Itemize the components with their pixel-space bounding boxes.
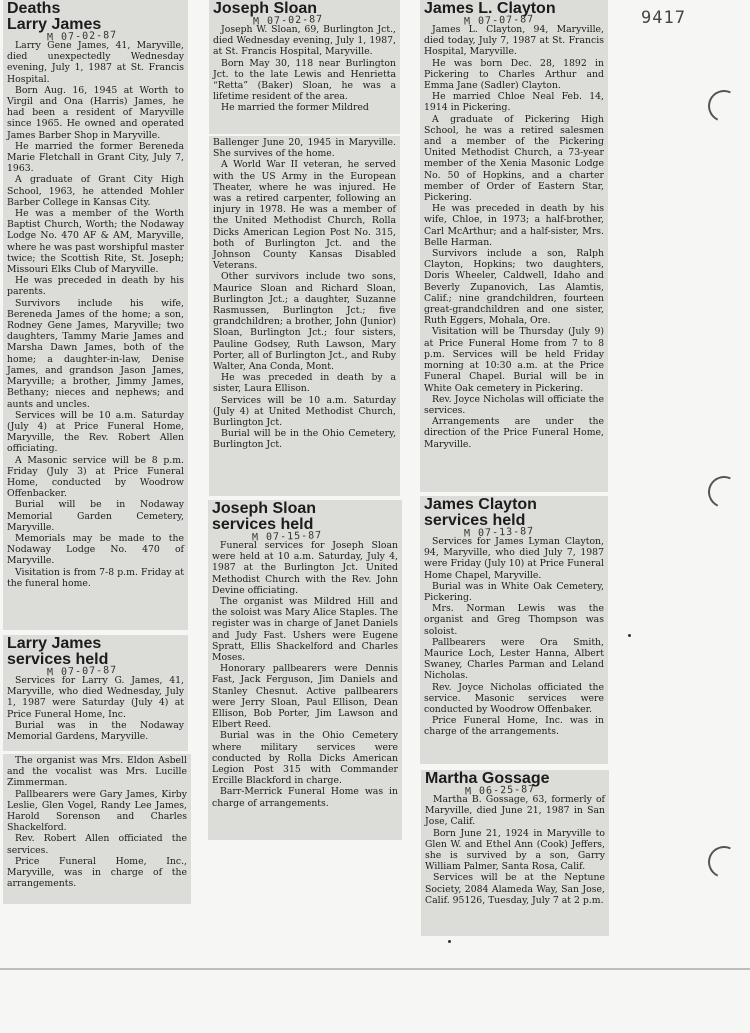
- paragraph: Funeral services for Joseph Sloan were held at 10 a.m. Saturday, July 4, 1987 at the Burlington Jct. United Methodist Church with the Rev. John Devine officiating.: [212, 540, 398, 596]
- paragraph: Survivors include a son, Ralph Clayton, Hopkins; two daughters, Doris Wheeler, Caldwell, Idaho and Beverly Zupanovich, Las Alamtis, Calif.; nine grandchildren, fourteen great-grandchildren and one sister, Ruth Eggers, Mohala, Ore.: [424, 248, 604, 327]
- obituary-title: Joseph Sloan services held: [212, 500, 317, 533]
- paragraph: He married the former Bereneda Marie Fletchall in Grant City, July 7, 1963.: [7, 140, 184, 175]
- paragraph: Services will be 10 a.m. Saturday (July 4) at Price Funeral Home, Maryville, the Rev. Robert Allen officiating.: [7, 409, 184, 455]
- paragraph: Survivors include his wife, Bereneda James of the home; a son, Rodney Gene James, Maryville; two daughters, Tammy Marie James and Marsha Dawn James, both of the home; a daughter-in-law, Denise James, and grandson Jason James, Maryville; a brother, Jimmy James, Bethany; nieces and nephews; and aunts and uncles.: [7, 297, 184, 410]
- handwritten-date: M 07-02-87: [46, 29, 118, 44]
- handwritten-date: M 07-02-87: [252, 14, 324, 28]
- paragraph: Larry Gene James, 41, Maryville, died unexpectedly Wednesday evening, July 1, 1987 at St. Francis Hospital.: [7, 40, 184, 85]
- paragraph: A graduate of Pickering High School, he was a retired salesmen and a member of the Pickering United Methodist Church, a 73-year member of the Xenia Masonic Lodge No. 50 of Hopkins, and a charter member of Order of Eastern Star, Pickering.: [424, 113, 604, 204]
- paragraph: The organist was Mildred Hill and the soloist was Mary Alice Staples. The register was in charge of Janet Daniels and Judy Fast. Ushers were Eugene Spratt, Ellis Shackelford and Charles Moses.: [212, 596, 398, 664]
- paragraph: Services for Larry G. James, 41, Maryville, who died Wednesday, July 1, 1987 were Saturday (July 4) at Price Funeral Home, Inc.: [7, 675, 184, 720]
- paragraph: A Masonic service will be 8 p.m. Friday (July 3) at Price Funeral Home, conducted by Woodrow Offenbacker.: [7, 454, 184, 500]
- paragraph: A World War II veteran, he served with the US Army in the European Theater, where he was injured. He was a retired carpenter, following an injury in 1978. He was a member of the United Methodist Church, Rolla Dicks American Legion Post No. 315, both of Burlington Jct. and the Johnson County Kansas Disabled Veterans.: [213, 159, 396, 272]
- paragraph: He was preceded in death by his parents.: [7, 275, 184, 298]
- paragraph: Burial was in White Oak Cemetery, Pickering.: [424, 580, 604, 604]
- binder-hole-icon: [703, 841, 744, 882]
- binder-hole-icon: [703, 85, 744, 126]
- obituary-title: Martha Gossage: [425, 770, 550, 787]
- speck: [628, 634, 631, 637]
- paragraph: Born June 21, 1924 in Maryville to Glen W. and Ethel Ann (Cook) Jeffers, she is survived by a son, Garry William Palmer, Santa Rosa, Calif.: [425, 827, 605, 873]
- paragraph: A graduate of Grant City High School, 1963, he attended Mohler Barber College in Kansas City.: [7, 174, 184, 208]
- paragraph: Rev. Joyce Nicholas will officiate the services.: [424, 393, 604, 416]
- paragraph: Joseph W. Sloan, 69, Burlington Jct., died Wednesday evening, July 1, 1987, at St. Francis Hospital, Maryville.: [213, 24, 396, 58]
- binder-hole-icon: [703, 471, 744, 512]
- speck: [448, 940, 451, 943]
- paragraph: James L. Clayton, 94, Maryville, died today, July 7, 1987 at St. Francis Hospital, Maryville.: [424, 24, 604, 58]
- clipping-larry-james-services: [3, 635, 188, 751]
- paragraph: Burial was in the Nodaway Memorial Gardens, Maryville.: [7, 719, 184, 743]
- obituary-title: Joseph Sloan: [213, 0, 318, 17]
- paragraph: Rev. Robert Allen officiated the services.: [7, 833, 187, 856]
- paragraph: He was born Dec. 28, 1892 in Pickering to Charles Arthur and Emma Jane (Sadler) Clayton.: [424, 57, 604, 92]
- obituary-title: James Clayton services held: [424, 496, 537, 529]
- paragraph: Mrs. Norman Lewis was the organist and Greg Thompson was soloist.: [424, 603, 604, 637]
- section-header: Deaths: [7, 0, 61, 17]
- paragraph: He was preceded in death by his wife, Chloe, in 1973; a half-brother, Carl McArthur; and a half-sister, Mrs. Belle Harman.: [424, 203, 604, 248]
- paragraph: Born Aug. 16, 1945 at Worth to Virgil and Ona (Harris) James, he had been a resident of Maryville since 1965. He owned and operated James Barber Shop in Maryville.: [7, 84, 184, 141]
- obituary-title: Larry James services held: [7, 635, 109, 668]
- paragraph: He married Chloe Neal Feb. 14, 1914 in Pickering.: [424, 91, 604, 114]
- paragraph: Services will be at the Neptune Society, 2084 Alameda Way, San Jose, Calif. 95126, Tuesday, July 7 at 2 p.m.: [425, 872, 605, 906]
- paragraph: Arrangements are under the direction of the Price Funeral Home, Maryville.: [424, 416, 604, 450]
- paragraph: Services for James Lyman Clayton, 94, Maryville, who died July 7, 1987 were Friday (July 10) at Price Funeral Home Chapel, Maryville.: [424, 536, 604, 581]
- clipping-larry-james: [3, 0, 188, 630]
- paragraph: Martha B. Gossage, 63, formerly of Maryville, died June 21, 1987 in San Jose, Calif.: [425, 794, 605, 828]
- paragraph: Honorary pallbearers were Dennis Fast, Jack Ferguson, Jim Daniels and Stanley Chesnut. Active pallbearers were Jerry Sloan, Paul Ellison, Dean Ellison, Bob Porter, Jim Lawson and Elbert Reed.: [212, 663, 398, 731]
- clipping-james-clayton-services: [420, 496, 608, 764]
- paragraph: Other survivors include two sons, Maurice Sloan and Richard Sloan, Burlington Jct.; a daughter, Suzanne Rasmussen, Burlington Jct.; five grandchildren; a brother, John (Junior) Sloan, Burlington Jct.; four sisters, Pauline Godsey, Ruth Lawson, Mary Porter, all of Burlington Jct., and Ruby Walter, Ana Conda, Mont.: [213, 271, 396, 373]
- paragraph: Burial was in the Ohio Cemetery where military services were conducted by Rolla Dicks American Legion Post 315 with Commander Ercille Blackford in charge.: [212, 730, 398, 787]
- handwritten-date: M 07-07-87: [463, 13, 535, 28]
- handwritten-date: M 06-25-87: [464, 783, 536, 798]
- handwritten-date: M 07-15-87: [251, 530, 323, 544]
- handwritten-date: M 07-07-87: [46, 664, 118, 679]
- paragraph: Rev. Joyce Nicholas officiated the service. Masonic services were conducted by Woodrow Offenbaker.: [424, 681, 604, 716]
- paragraph: Visitation is from 7-8 p.m. Friday at the funeral home.: [7, 566, 184, 589]
- handwritten-date: M 07-13-87: [463, 525, 535, 540]
- paragraph: Burial will be in Nodaway Memorial Garden Cemetery, Maryville.: [7, 499, 184, 533]
- obituary-title: James L. Clayton: [424, 0, 556, 17]
- paragraph: Barr-Merrick Funeral Home was in charge of arrangements.: [212, 786, 398, 809]
- paragraph: He married the former Mildred: [221, 102, 369, 114]
- page-number: 9417: [641, 8, 686, 28]
- paragraph: Visitation will be Thursday (July 9) at Price Funeral Home from 7 to 8 p.m. Services will be held Friday morning at 10:30 a.m. at the Price Funeral Chapel. Burial will be in White Oak cemetery in Pickering.: [424, 326, 604, 394]
- obituary-body: [7, 40, 184, 589]
- clipping-joseph-sloan: [209, 0, 400, 134]
- paragraph: Price Funeral Home, Inc., Maryville, was in charge of the arrangements.: [7, 855, 187, 890]
- paragraph: He was a member of the Worth Baptist Church, Worth; the Nodaway Lodge No. 470 AF & AM, Maryville, where he was past worshipful master twice; the Scottish Rite, St. Joseph; Missouri Elks Club of Maryville.: [7, 208, 184, 276]
- clipping-joseph-sloan-services: [208, 500, 402, 840]
- paragraph: Ballenger June 20, 1945 in Maryville. She survives of the home.: [213, 137, 396, 160]
- paragraph: He was preceded in death by a sister, Laura Ellison.: [213, 372, 396, 395]
- clipping-martha-gossage: [421, 770, 609, 936]
- paragraph: Pallbearers were Gary James, Kirby Leslie, Glen Vogel, Randy Lee James, Harold Sorenson and Charles Shackelford.: [7, 788, 187, 834]
- paragraph: Services will be 10 a.m. Saturday (July 4) at United Methodist Church, Burlington Jct.: [213, 394, 396, 429]
- obituary-title: Larry James: [7, 16, 102, 33]
- paragraph: Price Funeral Home, Inc. was in charge of the arrangements.: [424, 715, 604, 738]
- paragraph: The organist was Mrs. Eldon Asbell and the vocalist was Mrs. Lucille Zimmerman.: [7, 755, 187, 789]
- paragraph: Pallbearers were Ora Smith, Maurice Loch, Lester Hanna, Albert Swaney, Charles Parman and Leland Nicholas.: [424, 636, 604, 682]
- clipping-joseph-sloan-continued: [209, 136, 400, 496]
- paragraph: Burial will be in the Ohio Cemetery, Burlington Jct.: [213, 428, 396, 451]
- clipping-larry-james-services-continued: [3, 754, 191, 904]
- page-edge-divider: [0, 968, 750, 970]
- clipping-james-l-clayton: [420, 0, 608, 492]
- paragraph: Memorials may be made to the Nodaway Lodge No. 470 of Maryville.: [7, 532, 184, 567]
- paragraph: Born May 30, 118 near Burlington Jct. to the late Lewis and Henrietta “Retta” (Baker) Sloan, he was a lifetime resident of the area.: [213, 57, 396, 103]
